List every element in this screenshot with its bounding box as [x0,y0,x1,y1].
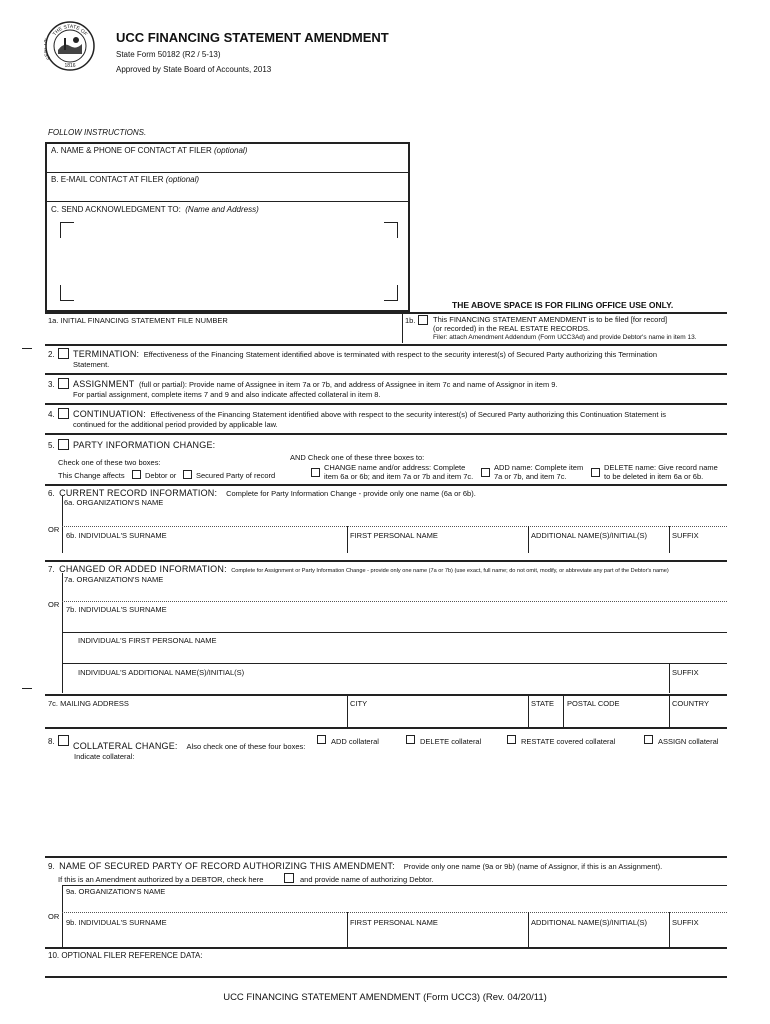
item-9b-suffix-label: SUFFIX [672,918,699,927]
item-8-number: 8. [48,737,55,746]
delete-name-checkbox[interactable] [591,468,600,477]
add-name-label2: 7a or 7b, and item 7c. [494,472,567,481]
item-8-heading: COLLATERAL CHANGE: Also check one of these four boxes: [73,741,306,751]
and-check-three-label: AND Check one of these three boxes to: [290,453,425,462]
item-9b-surname-label: 9b. INDIVIDUAL'S SURNAME [66,918,167,927]
form-title: UCC FINANCING STATEMENT AMENDMENT [116,30,389,45]
filing-office-notice: THE ABOVE SPACE IS FOR FILING OFFICE USE ONLY. [452,300,674,310]
item-7a-org-name-field[interactable] [64,585,724,599]
item-7c-city-label: CITY [350,699,368,708]
delete-collateral-label: DELETE collateral [420,737,482,746]
item-5-title: PARTY INFORMATION CHANGE: [73,440,216,450]
indicate-collateral-label: Indicate collateral: [74,752,135,761]
item-9b-additional-name-label: ADDITIONAL NAME(S)/INITIAL(S) [531,918,647,927]
add-collateral-label: ADD collateral [331,737,379,746]
item-1b-number: 1b. [405,316,416,325]
assignment-checkbox[interactable] [58,378,69,389]
collateral-change-checkbox[interactable] [58,735,69,746]
item-6b-additional-name-label: ADDITIONAL NAME(S)/INITIAL(S) [531,531,647,540]
change-name-checkbox[interactable] [311,468,320,477]
delete-name-label2: to be deleted in item 6a or 6b. [604,472,704,481]
change-affects-label: This Change affects [58,471,125,480]
delete-collateral-checkbox[interactable] [406,735,415,744]
contact-at-filer-label: A. NAME & PHONE OF CONTACT AT FILER (optional) [51,146,248,155]
item-9-or: OR [48,912,60,921]
item-6b-surname-label: 6b. INDIVIDUAL'S SURNAME [66,531,167,540]
item-1b-line2: (or recorded) in the REAL ESTATE RECORDS. [433,324,590,333]
item-1a-label: 1a. INITIAL FINANCING STATEMENT FILE NUMBER [48,316,228,325]
item-7c-country-label: COUNTRY [672,699,709,708]
item-7c-postal-code-label: POSTAL CODE [567,699,620,708]
item-7b-additional-name-label: INDIVIDUAL'S ADDITIONAL NAME(S)/INITIAL(S) [78,668,245,677]
svg-text:SEAL OF [44,37,52,60]
debtor-label: Debtor or [145,471,177,480]
secured-party-label: Secured Party of record [196,471,276,480]
item-7c-mailing-address-label: 7c. MAILING ADDRESS [48,699,129,708]
assign-collateral-label: ASSIGN collateral [658,737,719,746]
delete-name-label: DELETE name: Give record name [604,463,718,472]
follow-instructions: FOLLOW INSTRUCTIONS. [48,128,147,137]
debtor-authorized-label: If this is an Amendment authorized by a DEBTOR, check here [58,875,264,884]
continuation-checkbox[interactable] [58,408,69,419]
email-at-filer-field[interactable] [52,186,406,200]
item-9a-org-name-field[interactable] [64,897,724,910]
seal-top-text: THE STATE OF [51,23,89,38]
initial-file-number-field[interactable] [48,326,398,342]
item-6-heading: 6. CURRENT RECORD INFORMATION: Complete for Party Information Change - provide only one name (6a or 6b). [48,488,476,498]
item-7-heading: 7. CHANGED OR ADDED INFORMATION: Complete for Assignment or Party Information Change - provide only one name (7a or 7b) (use exact, full name; do not omit, modify, or abbreviate any part of the Debtor's name) [48,564,669,574]
item-7b-first-name-label: INDIVIDUAL'S FIRST PERSONAL NAME [78,636,217,645]
item-9-heading: 9. NAME OF SECURED PARTY OF RECORD AUTHORIZING THIS AMENDMENT: Provide only one name (9a or 9b) (name of Assignor, if this is an Assignment). [48,861,663,871]
item-7b-suffix-label: SUFFIX [672,668,699,677]
item-6-or: OR [48,525,60,534]
item-6b-first-name-label: FIRST PERSONAL NAME [350,531,438,540]
debtor-checkbox[interactable] [132,470,141,479]
change-name-label2: item 6a or 6b; and item 7a or 7b and item 7c. [324,472,474,481]
termination-checkbox[interactable] [58,348,69,359]
form-footer: UCC FINANCING STATEMENT AMENDMENT (Form UCC3) (Rev. 04/20/11) [223,992,547,1003]
filer-reference-field[interactable] [48,962,724,974]
item-7b-surname-label: 7b. INDIVIDUAL'S SURNAME [66,605,167,614]
item-7c-state-label: STATE [531,699,555,708]
item-3-text: ASSIGNMENT (full or partial): Provide name of Assignee in item 7a or 7b, and address of Assignee in item 7c and name of Assignor in item 9. [73,379,558,389]
item-3-number: 3. [48,380,55,389]
item-9a-label: 9a. ORGANIZATION'S NAME [66,887,166,896]
check-two-boxes-label: Check one of these two boxes: [58,458,161,467]
item-9b-first-name-label: FIRST PERSONAL NAME [350,918,438,927]
item-5-number: 5. [48,441,55,450]
item-2-number: 2. [48,350,55,359]
add-collateral-checkbox[interactable] [317,735,326,744]
item-1b-line1: This FINANCING STATEMENT AMENDMENT is to be filed [for record] [433,315,668,324]
item-3-text2: For partial assignment, complete items 7 and 9 and also indicate affected collateral in item 8. [73,390,381,399]
item-2-text2: Statement. [73,360,110,369]
contact-at-filer-field[interactable] [52,157,406,171]
assign-collateral-checkbox[interactable] [644,735,653,744]
restate-collateral-checkbox[interactable] [507,735,516,744]
item-6b-suffix-label: SUFFIX [672,531,699,540]
secured-party-checkbox[interactable] [183,470,192,479]
collateral-description-field[interactable] [74,764,724,852]
item-1b-line3: Filer: attach Amendment Addendum (Form UCC3Ad) and provide Debtor's name in item 13. [433,334,697,341]
real-estate-records-checkbox[interactable] [418,315,428,325]
item-2-text: TERMINATION: Effectiveness of the Financing Statement identified above is terminated with respect to the security interest(s) of Secured Party authorizing this Termination [73,349,658,359]
change-name-label: CHANGE name and/or address: Complete [324,463,466,472]
item-4-number: 4. [48,410,55,419]
acknowledgment-label: C. SEND ACKNOWLEDGMENT TO: (Name and Address) [51,205,259,214]
approved-by: Approved by State Board of Accounts, 2013 [116,65,272,74]
item-6a-label: 6a. ORGANIZATION'S NAME [64,498,164,507]
state-seal-icon [44,20,96,72]
email-at-filer-label: B. E-MAIL CONTACT AT FILER (optional) [51,175,200,184]
item-7-or: OR [48,600,60,609]
item-4-text2: continued for the additional period provided by applicable law. [73,420,278,429]
debtor-authorized-checkbox[interactable] [284,873,294,883]
item-6a-org-name-field[interactable] [64,508,724,524]
party-info-change-checkbox[interactable] [58,439,69,450]
acknowledgment-address-field[interactable] [62,222,396,302]
debtor-authorized-label2: and provide name of authorizing Debtor. [300,875,434,884]
state-form-number: State Form 50182 (R2 / 5-13) [116,50,221,59]
add-name-label: ADD name: Complete item [494,463,584,472]
restate-collateral-label: RESTATE covered collateral [521,737,616,746]
item-7a-label: 7a. ORGANIZATION'S NAME [64,575,164,584]
add-name-checkbox[interactable] [481,468,490,477]
seal-left-text: SE [44,51,53,61]
item-10-label: 10. OPTIONAL FILER REFERENCE DATA: [48,951,203,960]
seal-bottom-text: 1816 [64,63,76,69]
item-4-text: CONTINUATION: Effectiveness of the Financing Statement identified above with respect to the security interest(s) of Secured Party authorizing this Continuation Statement is [73,409,666,419]
